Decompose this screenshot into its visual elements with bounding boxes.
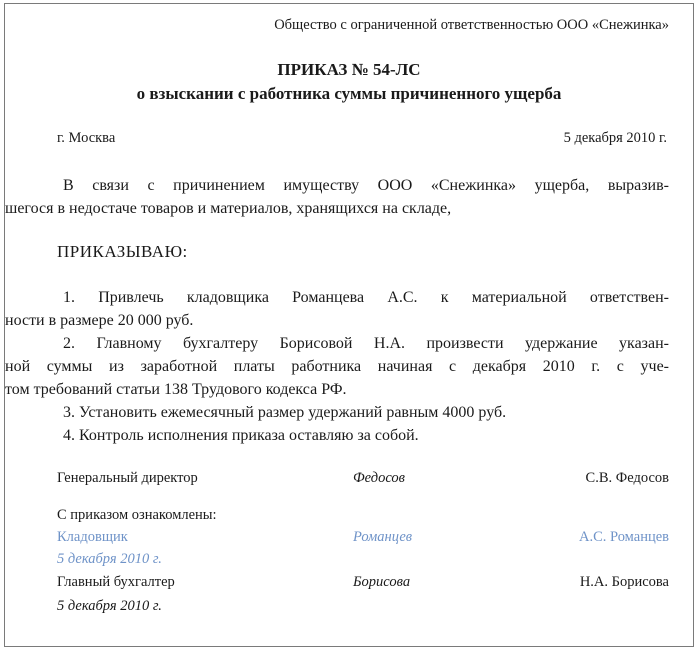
document-page [4, 3, 694, 647]
preamble-paragraph [5, 174, 669, 220]
item-1-line-2: ности в размере 20 000 руб. [5, 312, 194, 329]
preamble-line-2: шегося в недостаче товаров и материалов, хранящихся на складе, [5, 200, 452, 217]
storekeeper-signature: Романцев [353, 529, 413, 545]
item-3: 3. Установить ежемесячный размер удержаний равным 4000 руб. [63, 404, 507, 421]
director-signature: Федосов [353, 470, 405, 486]
director-role: Генеральный директор [57, 470, 198, 486]
acquainted-label: С приказом ознакомлены: [57, 507, 217, 523]
accountant-name: Н.А. Борисова [579, 574, 669, 590]
storekeeper-signature-row [57, 529, 669, 549]
item-4: 4. Контроль исполнения приказа оставляю за собой. [63, 427, 419, 444]
order-word: ПРИКАЗЫВАЮ: [57, 242, 188, 261]
accountant-date: 5 декабря 2010 г. [57, 598, 162, 614]
order-subtitle: о взыскании с работника суммы причиненного ущерба [136, 84, 562, 103]
director-name: С.В. Федосов [585, 470, 669, 486]
storekeeper-date: 5 декабря 2010 г. [57, 551, 162, 567]
accountant-role: Главный бухгалтер [57, 574, 175, 590]
item-2-line-2: ной суммы из заработной платы работника начиная с декабря 2010 г. с уче- [5, 358, 669, 375]
organization-name: Общество с ограниченной ответственностью ООО «Снежинка» [274, 17, 669, 33]
item-2-line-3: том требований статьи 138 Трудового кодекса РФ. [5, 381, 347, 398]
order-title: ПРИКАЗ № 54-ЛС [277, 60, 421, 79]
storekeeper-role: Кладовщик [57, 529, 128, 545]
item-1-line-1: 1. Привлечь кладовщика Романцева А.С. к материальной ответствен- [63, 289, 669, 306]
storekeeper-name: А.С. Романцев [578, 529, 669, 545]
director-signature-row [57, 470, 669, 490]
accountant-signature: Борисова [353, 574, 411, 590]
item-2-line-1: 2. Главному бухгалтеру Борисовой Н.А. произвести удержание указан- [63, 335, 669, 352]
order-items [5, 286, 669, 447]
order-city: г. Москва [57, 130, 116, 146]
accountant-signature-row [57, 574, 669, 594]
order-date: 5 декабря 2010 г. [563, 130, 667, 146]
preamble-line-1: В связи с причинением имуществу ООО «Снежинка» ущерба, выразив- [63, 177, 669, 194]
